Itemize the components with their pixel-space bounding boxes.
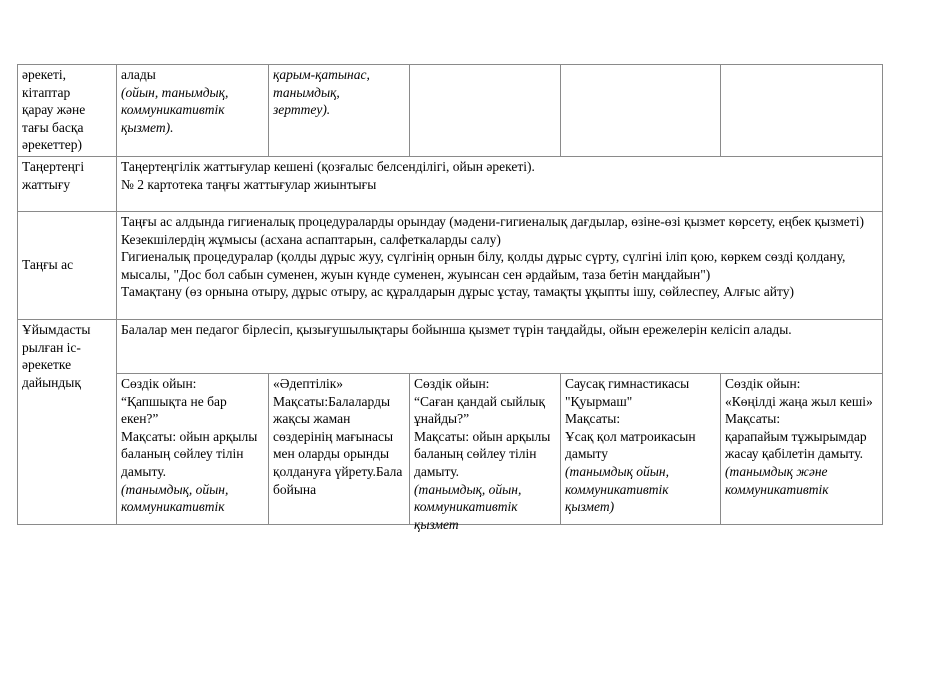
row-prep-days [18, 373, 883, 524]
row-label-breakfast: Таңғы ас [18, 211, 117, 319]
prep-day-1-text: Сөздік ойын: “Қапшықта не бар екен?” Мақсаты: ойын арқылы баланың сөйлеу тілін дамыту. [121, 375, 258, 479]
prep-day-2-text: «Әдептілік» Мақсаты:Балаларды жақсы жаман сөздерінің мағынасы мен оларды орынды қолдануға үйрету.Бала бойына [273, 375, 403, 497]
activity-cell-2: қарым-қатынас, танымдық, зерттеу). [269, 65, 410, 157]
prep-day-4 [561, 373, 721, 524]
prep-day-5 [721, 373, 883, 524]
row-breakfast [18, 211, 883, 319]
prep-day-2 [269, 373, 410, 524]
row-activity [18, 65, 883, 157]
activity-cell-5 [721, 65, 883, 157]
breakfast-text: Таңғы ас алдында гигиеналық процедураларды орындау (мәдени-гигиеналық дағдылар, өзіне-өзі қызмет көрсету, еңбек қызметі) Кезекшілердің жұмысы (асхана аспаптарын, салфеткаларды салу) Гигиеналық процедуралар (қолды дұрыс жуу, сүлгінің орнын білу, қолды дұрыс сүрту, сүлгіні іліп қою, көркем сөзді қолдану, мысалы, "Дос бол сабын суменен, жуын күнде суменен, жуынсан сен әрдайым, таза бетін маңдайын") Тамақтану (өз орнына отыру, дұрыс отыру, ас құралдарын дұрыс ұстау, тамақты ұқыпты ішу, сөйлеспеу, Алғыс айту) [117, 211, 883, 319]
daily-plan-table [17, 64, 883, 532]
prep-day-3-text: Сөздік ойын: “Саған қандай сыйлық ұнайды?” Мақсаты: ойын арқылы баланың сөйлеу тілін дамыту. [414, 375, 551, 479]
activity-cell-4 [561, 65, 721, 157]
row-label-prep: Ұйымдасты рылған іс- әрекетке дайындық [18, 319, 117, 524]
prep-day-5-text: Сөздік ойын: «Көңілді жаңа жыл кеші» Мақсаты: қарапайым тұжырымдар жасау қабілетін дамыту. [725, 375, 873, 462]
activity-cell-1-text: алады [121, 67, 156, 82]
prep-intro: Балалар мен педагог бірлесіп, қызығушылықтары бойынша қызмет түрін таңдайды, ойын ережелерін келісіп алады. [117, 319, 883, 373]
row-label-exercise: Таңертеңгі жаттығу [18, 156, 117, 211]
exercise-text: Таңертеңгілік жаттығулар кешені (қозғалыс белсенділігі, ойын әрекеті). № 2 картотека таңғы жаттығулар жиынтығы [117, 156, 883, 211]
activity-cell-3 [410, 65, 561, 157]
prep-day-5-note: (танымдық және коммуникативтік [725, 463, 829, 497]
prep-day-4-note: (танымдық ойын, коммуникативтік қызмет) [565, 463, 669, 515]
activity-cell-1 [117, 65, 269, 157]
row-morning-exercise [18, 156, 883, 211]
activity-cell-1-note: (ойын, танымдық, коммуникативтік қызмет). [121, 84, 229, 135]
row-label-activity: әрекеті, кітаптар қарау және тағы басқа әрекеттер) [18, 65, 117, 157]
prep-day-4-text: Саусақ гимнастикасы "Қуырмаш" Мақсаты: Ұсақ қол матроикасын дамыту [565, 375, 696, 462]
prep-day-1-note: (танымдық, ойын, коммуникативтік [121, 481, 229, 515]
row-prep-intro [18, 319, 883, 373]
prep-day-1 [117, 373, 269, 524]
prep-day-3-note: (танымдық, ойын, коммуникативтік қызмет [414, 481, 522, 532]
prep-day-3 [410, 373, 561, 532]
